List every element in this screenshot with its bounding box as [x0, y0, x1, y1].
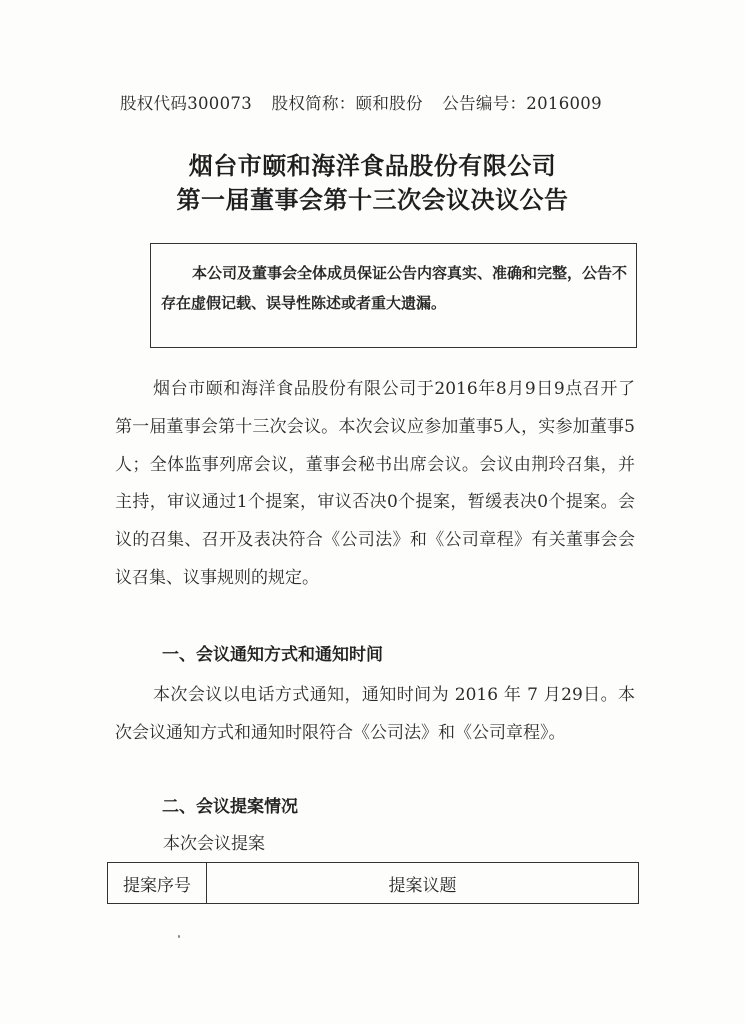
- proposals-intro: 本次会议提案: [163, 834, 265, 854]
- section-heading-proposals: 二、会议提案情况: [162, 797, 298, 817]
- table-header-proposal-number: 提案序号: [108, 863, 207, 903]
- section-heading-notice: 一、会议通知方式和通知时间: [162, 645, 383, 665]
- company-name-title: 烟台市颐和海洋食品股份有限公司: [188, 152, 557, 180]
- disclaimer-box: [150, 243, 637, 348]
- notice-method-paragraph: 本次会议以电话方式通知，通知时间为 2016 年 7 月29日。本次会议通知方式和通知时限符合《公司法》和《公司章程》。: [115, 685, 635, 743]
- scan-speck: [178, 935, 180, 938]
- meeting-summary-paragraph: 烟台市颐和海洋食品股份有限公司于2016年8月9日9点召开了第一届董事会第十三次会议。本次会议应参加董事5人，实参加董事5人；全体监事列席会议，董事会秘书出席会议。会议由荆玲召集，并主持，审议通过1个提案，审议否决0个提案，暂缓表决0个提案。会议的召集、召开及表决符合《公司法》和《公司章程》有关董事会会议召集、议事规则的规定。: [115, 379, 635, 588]
- table-header-proposal-topic: 提案议题: [388, 875, 457, 896]
- announcement-header: [120, 90, 616, 114]
- stock-code: 股权代码300073: [120, 94, 252, 113]
- stock-abbreviation: 股权简称：颐和股份: [271, 94, 423, 113]
- proposal-table: [107, 862, 639, 904]
- announcement-number: 公告编号：2016009: [442, 94, 602, 113]
- disclaimer-text: 本公司及董事会全体成员保证公告内容真实、准确和完整，公告不存在虚假记载、误导性陈述或者重大遗漏。: [161, 264, 628, 312]
- announcement-title: 第一届董事会第十三次会议决议公告: [176, 186, 569, 214]
